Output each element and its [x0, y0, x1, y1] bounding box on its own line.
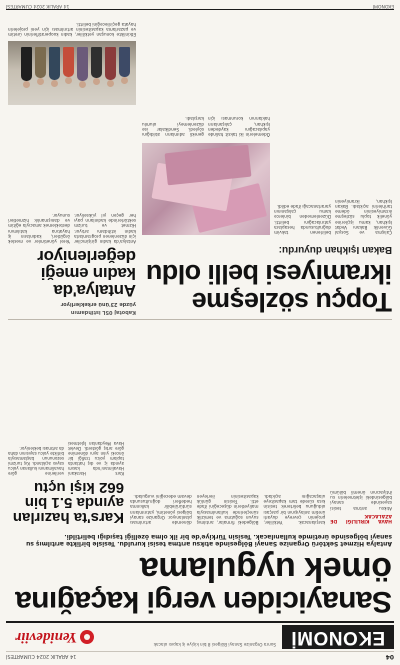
lead-body-text: Atıksu arıtma tesisi sayesinde sanayi bölgesindeki işletmelerin su ihtiyacının önemli bölümü karşılanacak. Yetkililer, projenin çevreye duyarlı üretim anlayışının bir parçası olduğunu belirterek tesisin kısa sürede tam kapasiteye ulaşacağını açıkladı. Bölgedeki firmalar, arıtılmış suyun soğutma ve temizlik süreçlerinde kullanılmasıyla maliyetlerin düşeceğini ifade etti. Tesisin günlük kapasitesinin ilerleyen dönemde artırılması planlanıyor. Organize sanayi bölgesi yönetimi, yatırımların sürdürülebilir kalkınma hedefleri doğrultusunda devam edeceğini vurguladı.	[130, 489, 392, 525]
topcu-headline-line2: ikramiyesi belli oldu	[146, 259, 392, 289]
brand-logo	[8, 628, 94, 646]
antalya-kicker: Kabotaj 05L istihdamın	[70, 309, 136, 315]
page-footer	[6, 3, 394, 10]
masthead-main	[6, 621, 394, 649]
masthead	[6, 621, 394, 661]
person-figure	[105, 47, 116, 80]
lead-headline-line1: Sanayiciden vergi kaçağına	[15, 585, 392, 618]
footer-date: 14 ARALIK 2024 CUMARTESİ	[6, 3, 70, 9]
person-figure	[77, 47, 88, 81]
antalya-subhead: yüzde 23'ünü erkeklerliyor	[60, 301, 136, 307]
group-photo	[8, 41, 136, 105]
section-divider	[8, 319, 392, 320]
antalya-body: Antalya'da kadın girişimciler için düzenlenen programlarla kadın istihdamı artıyor. Hizmet ve turizm sektörlerinde kadınların payı her geçen yıl yükseliyor. Yerel yönetimler ve meslek örgütleri, kadınların iş hayatına katılımını desteklemek amacıyla eğitim ve danışmanlık hizmetleri sunuyor.	[8, 212, 136, 244]
person-figure	[91, 47, 102, 78]
topcu-body: Çalışma ve Sosyal Güvenlik Bakanı Vedat Işıkhan, kamu işçilerine yönelik toplu sözleşme ikramiyesinin ödeme tarihlerini açıkladı. Bakan Işıkhan, ikramiyenin belirlenen takvim doğrultusunda hesaplara yatırılacağını belirtti. Düzenlemeden binlerce kamu çalışanının yararlanacağı ifade edildi.	[274, 198, 392, 235]
lead-headline-line2: ömek uygulama	[140, 550, 392, 588]
masthead-rule	[6, 621, 394, 623]
lead-deck: Antalya Hizmet Sektörü Organize Sanayi Bölgesinde atıksu arıtma tesisi kuruldu. Tesisle birlikte arıtılmış su sanayi bölgesinde üretimde kullanılacak. Tesisin Türkiye'de bir ilk olma özelliği taşıdığı belirtildi.	[26, 533, 392, 547]
antalya-body-continued: Etkinlikte konuşan yetkililer, kadın kooperatiflerinin üretim ve pazarlama kapasitesinin artırılması için yeni projelerin hayata geçirileceğini belirtti.	[8, 21, 136, 37]
antalya-headline: Antalya'da kadın emeği değerleniyor	[37, 247, 136, 300]
topcu-headline-line1: Topçu sözleşme	[192, 287, 392, 317]
brand-name: Yenideviir	[15, 629, 77, 646]
date-line: 14 ARALIK 2024 CUMARTESİ	[6, 653, 77, 660]
topcu-body-continued: Ödemelerin iki taksit halinde yapılacağını kaydeden Işıkhan, çalışanların haklarının korunması için gerekli adımların atıldığını söyledi. Sendikalar ise düzenlemeyi olumlu karşıladı.	[142, 116, 270, 137]
masthead-top-line	[6, 651, 394, 661]
lead-body	[130, 325, 392, 525]
person-figure	[35, 47, 46, 78]
page-number: 04	[385, 653, 394, 660]
footer-section: EKONOMİ	[372, 3, 394, 9]
antalya-story	[8, 10, 136, 315]
person-figure	[63, 47, 74, 77]
section-title: EKONOMİ	[282, 625, 394, 649]
topcu-deck: Bakan Işıkhan duyurdu:	[278, 244, 392, 255]
topcu-headline	[142, 260, 392, 315]
side-headline: Kars'ta hazırlan ayında 5.1 bin 662 kişi uçtu	[12, 479, 124, 526]
lead-subhead: HAVA KİRLİLİĞİ DE AZALACAK	[330, 512, 392, 523]
person-figure	[119, 47, 130, 77]
side-body: Kars Harakani Havalimanı'nda kasım ayında iç ve dış hatlarda toplam yolcu trafiği bir önceki yılın aynı dönemine göre artış gösterdi. Devlet Hava Meydanları İşletmesi verilerine göre havalimanını kullanan yolcu sayısı açıklandı. Kış turizmi sezonunun başlamasıyla birlikte yolcu sayısının daha da artması bekleniyor.	[8, 441, 124, 476]
masthead-blurb: Sonra Organize Sanayi Bölgesi 8 bin kişiye iş kapısı olacak	[153, 642, 276, 647]
lead-headline	[8, 552, 392, 617]
side-story	[8, 325, 124, 525]
person-figure	[21, 47, 32, 81]
brand-logo-icon	[80, 630, 94, 644]
person-figure	[49, 47, 60, 80]
banknote-shape	[165, 145, 252, 186]
banknotes-photo	[142, 143, 270, 235]
